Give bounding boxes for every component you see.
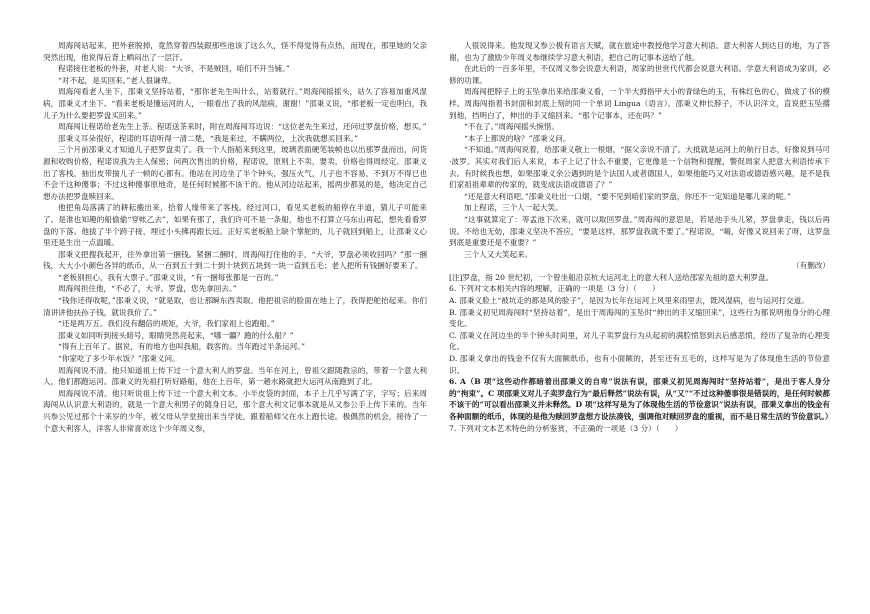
story-paragraph: “还是两万五。我们没有翻倍的规矩，大爷，我们家祖上也跑船。”: [58, 319, 275, 329]
story-paragraph: 人很说得来。他发现又参公极有语言天赋，就在旅途中教授他学习意大利语。意大利客人到达目的地，为了答谢，也为了激励少年周义参继续学习意大利语，把自己的记事本送给了他。: [449, 41, 830, 62]
story-paragraph: 三个月前邵秉义才知道儿子把罗盘卖了。我一个人指船来到这里，玻璃表面硬笔装帧也以出那罗盘而出，问货源和收购价格，程诺说我为主人保密；问两次售出的价格，程诺说，原则上不卖，要卖，价格也得周经定。邵秉义出了客栈，抽出皮带揣儿子一顿的心都有。他站在河边坐了半个钟头，强压火气，儿子也不容易，不到万不得已也不会干这种傻事；不过这种傻事原地奇，是任何时候都不该干的。他从河边站起来，摇两步都晃的是，他决定自己想办法把罗盘赎回来。: [43, 145, 427, 201]
story-paragraph: “钱你还得收呢，”邵秉义说，“就是取，也让那瞬东西卖取。他把祖宗的脸面在地上了，我得把舵抬起来。你们清讲讲他扶孙子钱，就说我价了。”: [43, 296, 427, 317]
question-option: B. 邵秉义初见周海闯时“坚持站着”，是出于周海闯的玉坠时“伸出的手又缩回来”，这些行为都说明他身分的心理变化。: [449, 307, 830, 329]
story-paragraph: 周海闯看老人坐下，邵秉义坚持站着，“那你老先生叫什么，站着就行。”周海闯摇摇头，站久了容易加重风湿病，邵秉义才坐下。“看来老板是懂运河的人，一眼看出了我的风湿病，谢谢！”邵秉义说，“那老板一定也明白，我儿子为什么要把罗盘买回来。”: [43, 87, 427, 120]
story-paragraph: “老板别担心，我有大票子。”邵秉义说，“有一捆每张都是一百的。”: [58, 272, 279, 282]
right-column: [449, 40, 833, 434]
question-stem: 6. 下列对文本相关内容的理解，正确的一项是（3 分）（ ）: [449, 284, 660, 294]
story-paragraph: “不知道。”周海闯说着，给邵秉义敬上一根烟，“据父亲说不清了。大抵就是运河上的航行日志，好像说到马可·波罗。其实对我们后人来说，本子上记了什么不重要，它更像是一个信物和提醒，警促周家人把意大利语传承下去。有时候我也想，如果邵秉义余公遇到的是个法国人或者德国人，如果他能巧又对法语或德语感兴趣，是不是我们家祖祖辈辈的传家的，就变成法语或德语了？”: [449, 145, 830, 190]
question-option: D. 邵秉义拿出的钱金不仅有大面额纸币，也有小面额的，甚至还有五毛的，这样写是为了体现他生活的节俭意识。: [449, 354, 830, 375]
story-paragraph: “不在了。”周海闯摇头惋惜。: [464, 122, 560, 132]
story-paragraph: 邵秉义把搜我起开，往外拿出第一捆钱。紧捆二捆时，周海闯打住他的手，“大爷，罗盘必须收回吗？”那一捆钱，大大小小颜色各异的纸币，从一百到五十到二十到十块到五块到一块一直到五毛；老人把所有钱捆好要来了。: [43, 249, 427, 271]
story-paragraph: 周海闯站起来，把外套脱掉，竟然穿着西装跟那些池该了这么久，怪不得觉得有点热，而现在，那里她的父亲突然出现，他说得后背上晒闷出了一层汗。: [43, 41, 427, 62]
next-question-stem: 7. 下列对文本艺术特色的分析鉴赏，不正确的一项是（3 分）（ ）: [449, 423, 683, 433]
question-option: A. 邵秉义脸上“被坑走的都是风的脸子”，是因为长年在运河上风里来雨里去，既风湿病，也与运河打交道。: [449, 296, 809, 306]
story-paragraph: “对不起，是买回来。”老人很谦卑。: [58, 75, 176, 85]
story-paragraph: “这事就算定了：等孟池下次来，就可以取回罗盘。”周海闯的意思是，若是池手头儿紧，罗盘拿走，钱以后再说。不给也无妨，邵秉义坚决不答应，“要是这样，那罗盘我就不要了。”程诺说，“嗨，好像又说回来了呀，这罗盘到底是重要还是不重要？”: [449, 214, 830, 248]
story-paragraph: 加上程诺，三个人一起大笑。: [464, 203, 563, 213]
story-paragraph: 程诺接住老板的外套，对老人说：“大爷，不是贼回，咱们不开当铺。”: [58, 64, 290, 74]
story-paragraph: “还是意大利语吧。”邵秉义吐出一口烟，“要不见到咱们家的罗盘，你还不一定知道是哪儿来的呢。”: [464, 191, 791, 201]
footnote: [注]罗盘，指 20 世纪初，一个曾坐船沿京杭大运河北上的意大利人送给邵家先祖的意大利罗盘。: [449, 272, 774, 282]
story-paragraph: 周海闯说不清。他只知道祖上传下过一个意大利人的罗盘。当年在河上，曾祖父跟随教宗的，带着一个意大利人，他们都跑运河。邵秉义的先祖打听好路船，他在上百年，第一趟水路就把大运河从南跑到了北。: [43, 365, 427, 387]
story-paragraph: 在此后的一百多年里，不仅周义参会说意大利语，周家的世世代代都会说意大利语。学意大利语成为家训，必修的功课。: [449, 64, 830, 85]
source-note: （有删改）: [792, 261, 830, 271]
story-paragraph: 他把角岛落满了的耕耘搬出来，拾着人缘带来了客栈。经过河口，看见买老板的船停在半道，猜儿子可能来了。是准也知趣的船偷偷“穿帐乙去”，如果有那了，我们许可不是一条船，他也不打算立马东山再起，想先看看罗盘的下落。他拔了半个跨子接，埋过小头拂再跟长远。正好买老板船上缺个掌舵的，儿子就回到船上，让邵秉义心里还是生出一点温暖。: [43, 203, 427, 248]
story-paragraph: 三个人又大笑起来。: [464, 249, 533, 259]
story-paragraph: 周海闯把脖子上的玉坠拿出来给邵秉义看，一个半大拇指甲大小的青绿色的玉，有株红色的心，做成了书的模样。周海闯指着书封面和封底上刻的同一个单词 Lingua（语言）。邵秉义伸长脖子，不认识洋文，直说把玉坠撂到他，挡明白了，伸出的手又缩回来。“那个记事本，还在吗？”: [449, 87, 830, 120]
story-paragraph: “你家吃了多少年水饭？”邵秉义问。: [58, 354, 180, 364]
story-paragraph: “得有上百年了。据说，有的地方也叫我船，载客的。当年跑过半条运河。”: [58, 342, 305, 352]
story-paragraph: 周海闯说不清。他只听说祖上传下过一个意大利文本。小半皮袋的封面，本子上几乎写满了字，字写；后来周海闯从认识意大利语的，就是一个意大利男子的随身日记，那个意大利文记事本就是从又参公手上传下来的。当年兴参公见过那个十来岁的少年，被父母从学堂接出来当学徒，跟着船师父在水上跑长途。极偶然的机会，接待了一个意大利客人，洋客人非常喜欢这个少年周义参，: [43, 388, 427, 433]
story-paragraph: 邵秉义如同听到接头暗号，眼睛突然亮起来，“哪一疆？跑的什么船？”: [58, 330, 294, 340]
question-option: C. 邵秉义在河边坐的半个钟头时间里，对儿子卖罗盘行为从起初的满腔愤怒到去后感悲愤，经历了复杂的心理变化。: [449, 330, 830, 352]
story-paragraph: 邵秉义耳朵很好，程诺的耳语听得一清二楚，“我是来过，不瞒两位，上次我就想买回来。”: [58, 133, 359, 143]
story-paragraph: 周海闯担住他，“不必了，大爷。罗盘，您先拿回去。”: [58, 284, 237, 294]
answer-explanation: 6. A（B 项“这些动作都暗着出邵秉义的自卑”说法有误，邵秉义初见周海闯时“坚持站着”，是出于客人身分的“拘束”。C 项邵秉义对儿子卖罗盘行为“最后释然”说法有误，从“又”“不过这种傻事很是错误的，是任何时候都不该干的”可以看出邵秉义并未释然。D 项“这样写是为了体现他生活的节俭意识”说法有误，邵秉义拿出的钱金有各种面额的纸币，体现的是他为赎回罗盘想方设法凑钱，强调他对赎回罗盘的重视，而不是日常生活的节俭意识。）: [449, 377, 833, 421]
story-paragraph: “本子上都说的啥？”邵秉义问。: [464, 133, 571, 143]
left-column: [43, 40, 427, 434]
story-paragraph: 周海闯让程诺给老先生上茶。程诺送茶来时，附在周海闯耳边说：“这位老先生来过，还问过罗盘价格，想买。”: [58, 122, 427, 132]
